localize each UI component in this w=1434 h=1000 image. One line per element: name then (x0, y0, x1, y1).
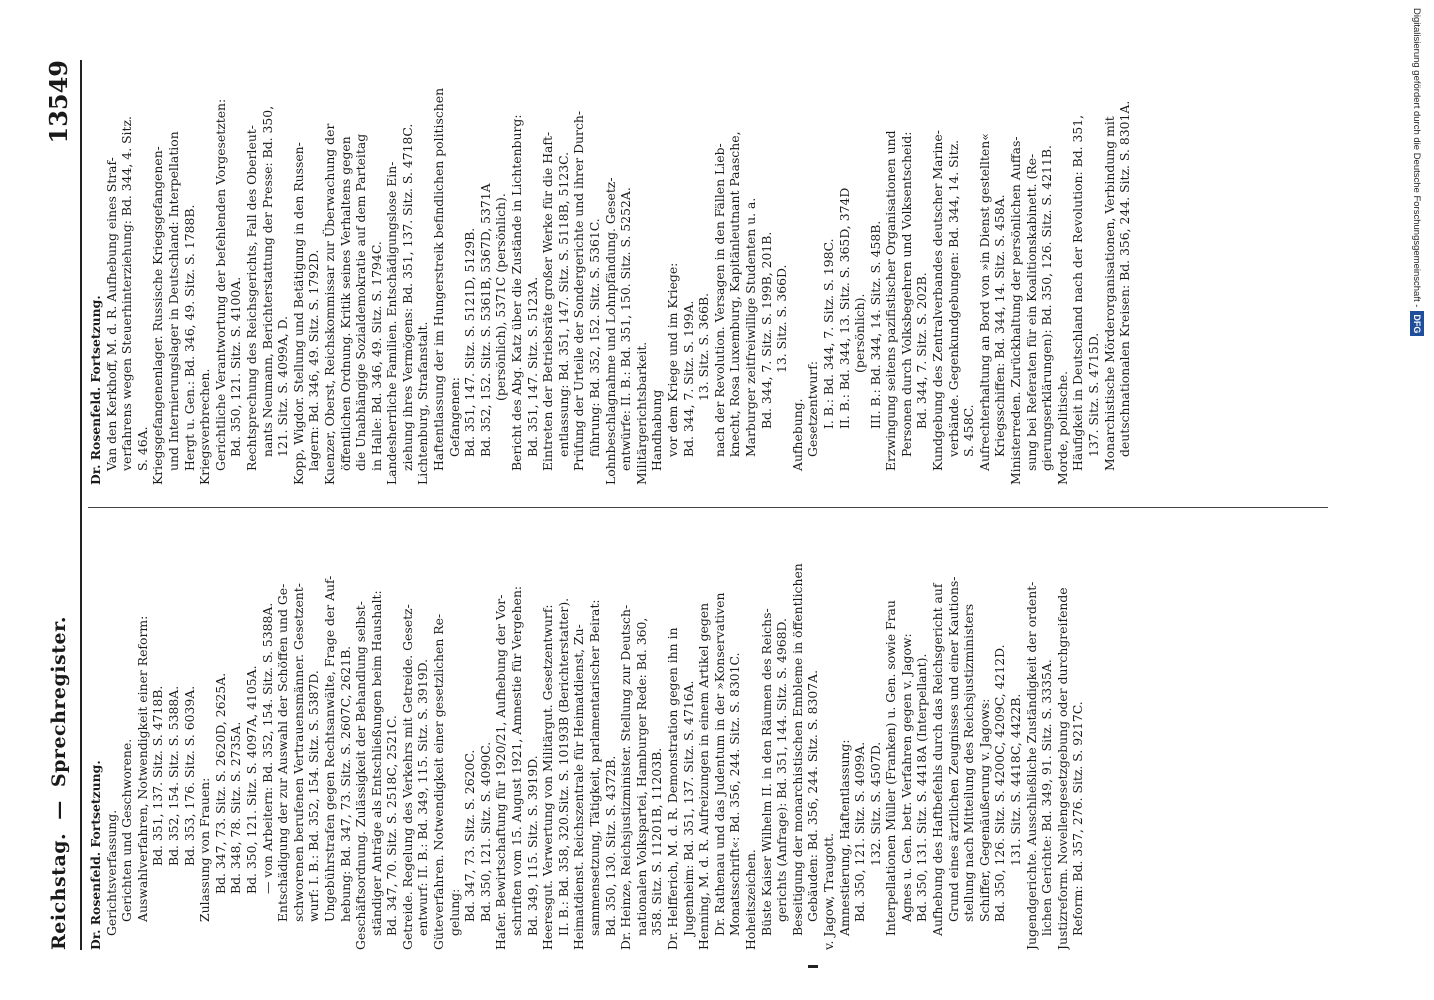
register-entry-line: Aufrechterhaltung an Bord von »in Dienst gestellten« (976, 133, 992, 471)
register-entry-line: ziehung ihres Vermögens: Bd. 351, 137. Sitz. S. 4718C. (399, 123, 415, 471)
register-entry-heading: Dr. Helfferich, M. d. R. Demonstration gegen ihn in (664, 627, 680, 950)
register-entry-heading: Heimatdienst. Reichszentrale für Heimatdienst, Zu- (571, 624, 587, 950)
register-entry-heading: Dr. Rosenfeld. Fortsetzung. (88, 295, 103, 485)
register-entry-line: Entschädigung der zur Auswahl der Schöffen und Ge- (275, 583, 291, 922)
register-entry-line: Bd. 352, 152. Sitz. S. 5361B, 5367D, 5371A (477, 183, 493, 457)
register-entry-line: Aufhebung des Haftbefehls durch das Reichsgericht auf (930, 583, 946, 936)
margin-mark (808, 965, 818, 968)
register-entry-line: Beseitigung der monarchistischen Embleme in öffentlichen (789, 563, 805, 936)
digitization-note (1408, 8, 1428, 992)
register-entry-heading: Güteverfahren. Notwendigkeit einer gesetzlichen Re- (431, 613, 447, 950)
register-entry-line: Bd. 350, 130. Sitz. S. 4372B. (602, 755, 618, 936)
page-header (40, 60, 82, 950)
register-entry-line: Erzwingung seitens pazifistischer Organisationen und (883, 130, 899, 471)
page-number: 13549 (44, 60, 73, 144)
register-entry-line: Kriegsschiffen: Bd. 344, 14. Sitz. S. 458A. (992, 194, 1008, 457)
register-entry-line: Amnestierung, Haftentlassung: (836, 739, 852, 936)
register-entry-line: Gerichtsverfassung. (103, 809, 119, 936)
register-entry-line: 13. Sitz. S. 366B. (696, 292, 712, 401)
register-entry-line: I. B.: Bd. 344, 7. Sitz. S. 198C. (820, 238, 836, 429)
register-entry-line: Bd. 347, 73. Sitz. S. 2620D, 2625A. (212, 672, 228, 894)
register-entry-line: Haftentlassung der im Hungerstreik befindlichen politischen (431, 87, 447, 471)
register-entry-line: Bericht des Abg. Katz über die Zustände in Lichtenburg: (509, 114, 525, 471)
register-entry-line: verbände. Gegenkundgebungen: Bd. 344, 14. Sitz. (945, 139, 961, 457)
register-entry-line: ständiger Anträge als Entschließungen beim Haushalt: (368, 590, 384, 936)
register-entry-line: Grund eines ärztlichen Zeugnisses und einer Kautions- (945, 576, 961, 922)
running-title-register: Sprechregister. (48, 616, 70, 788)
register-entry-line: entwurf: II. B.: Bd. 349, 115. Sitz. S. 3919D. (415, 658, 431, 936)
register-entry-line: Bd. 351, 147. Sitz. S. 5121D, 5129B. (462, 227, 478, 457)
register-entry-line: Bd. 347, 70. Sitz. S. 2518C, 2521C. (384, 715, 400, 936)
register-entry-line: knecht, Rosa Luxemburg, Kapitänleutnant Paasche, (727, 131, 743, 457)
register-entry-line: 13. Sitz. S. 366D. (774, 264, 790, 373)
register-entry-line: Dr. Rathenau und das Judentum in der »Konservativen (711, 592, 727, 936)
running-title (48, 610, 70, 950)
register-entry-heading: Kriegsgefangenenlager. Russische Kriegsgefangenen- (150, 146, 166, 485)
register-entry-line: deutschnationalen Kreisen: Bd. 356, 244. Sitz. S. 8301A. (1117, 100, 1133, 457)
register-entry-line: vor dem Kriege und im Kriege: (664, 262, 680, 457)
register-entry-heading: Heeresgut. Verwertung von Militärgut. Gesetzentwurf: (540, 604, 556, 950)
register-entry-line: gerichts (Anfrage): Bd. 351, 144. Sitz. S. 4968D. (774, 618, 790, 922)
register-entry-line: Gerichtliche Verantwortung der befehlenden Vorgesetzten: (212, 98, 228, 471)
register-entry-heading: Justizreform. Novellengesetzgebung oder durchgreifende (1054, 587, 1070, 950)
register-entry-line: sung bei Referaten für ein Koalitionskabinett. (Re- (1023, 153, 1039, 471)
register-entry-heading: Henning, M. d. R. Aufreizungen in einem Artikel gegen (696, 602, 712, 950)
register-entry-heading: Militärgerichtsbarkeit. (633, 341, 649, 485)
register-entry-line: sammensetzung, Tätigkeit, parlamentarischer Beirat: (587, 599, 602, 936)
register-columns (88, 60, 1328, 950)
register-entry-line: stellung nach Mitteilung des Reichsjustizministers (961, 603, 977, 922)
register-entry-line: Bd. 350, 121. Sitz. S. 4097A, 4105A. (243, 665, 259, 894)
register-entry-line: öffentlichen Ordnung. Kritik seines Verhaltens gegen (337, 136, 353, 471)
register-entry-line: Bd. 344, 7. Sitz. S. 199B, 201B. (758, 231, 774, 429)
register-entry-line: Monarchistische Mörderorganisationen, Verbindung mit (1101, 116, 1117, 471)
register-entry-line: Bd. 351, 137. Sitz. S. 4718B. (150, 685, 166, 866)
register-entry-heading: Landesherrliche Familien. Entschädigungslose Ein- (384, 161, 400, 485)
register-entry-line: Gesetzentwurf: (805, 361, 821, 457)
register-entry-line: Interpellationen Müller (Franken) u. Gen. sowie Frau (883, 600, 899, 936)
register-entry-heading: Kriegsverbrechen. (197, 368, 213, 485)
register-entry-heading: Geschäftsordnung. Zulässigkeit der Behandlung selbst- (353, 601, 369, 950)
dfg-logo: DFG (1410, 311, 1424, 336)
register-entry-heading: Kopp, Wigdor. Stellung und Betätigung in den Russen- (290, 142, 306, 485)
register-entry-line: II. B.: Bd. 358, 320.Sitz. S. 10193B (Berichterstatter). (555, 597, 571, 936)
register-entry-line: nants Neumann, Berichterstattung der Presse: Bd. 350, (259, 105, 275, 457)
register-entry-line: schriften vom 15. August 1921, Amnestie für Vergehen: (509, 585, 525, 936)
register-entry-heading: Jugendgerichte. Ausschließliche Zuständigkeit der ordent- (1023, 581, 1039, 950)
register-entry-line: Bd. 350, 131. Sitz. S. 4418A (Interpellant). (914, 653, 930, 922)
register-entry-line: entlassung: Bd. 351, 147. Sitz. S. 5118B, 5123C. (555, 151, 571, 457)
register-entry-line: 132. Sitz. S. 4507D. (867, 741, 883, 866)
register-entry-line: schworenen berufenen Vertrauensmänner. Gesetzent- (290, 583, 306, 922)
register-entry-heading: Dr. Rosenfeld. Fortsetzung. (88, 760, 103, 950)
register-entry-heading: Morde, politische. (1054, 370, 1070, 485)
register-entry-line: Rechtsprechung des Reichsgerichts, Fall des Oberleut- (243, 125, 259, 471)
register-entry-heading: Hafer. Bewirtschaftung für 1920/21, Aufhebung der Vor- (493, 594, 509, 950)
register-entry-line: Handhabung (649, 389, 665, 471)
register-entry-line: S. 458C. (961, 404, 977, 457)
register-entry-line: lagern: Bd. 346, 49. Sitz. S. 1792D. (306, 249, 322, 471)
register-entry-line: Bd. 344, 7. Sitz. S. 202B. (914, 272, 930, 429)
register-entry-heading: Lichtenburg, Strafanstalt. (415, 321, 431, 485)
register-entry-heading: Lohnbeschlagnahme und Lohnpfändung. Gesetz- (602, 177, 618, 485)
register-entry-line: Monatsschrift«: Bd. 356, 244. Sitz. S. 8301C. (727, 652, 743, 936)
running-title-dash: — (48, 800, 70, 820)
register-entry-line: Jugenheim: Bd. 351, 137. Sitz. S. 4716A. (680, 680, 696, 936)
register-entry-line: Van den Kerkhoff, M. d. R. Aufhebung eines Straf- (103, 157, 119, 471)
register-entry-line: in Halle: Bd. 346, 49. Sitz. S. 1794C. (368, 241, 384, 471)
register-entry-line: (persönlich), 5371C (persönlich). (493, 193, 509, 401)
register-entry-line: Gefangenen: (446, 377, 462, 457)
register-entry-line: Personen durch Volksbegehren und Volksentscheid: (898, 131, 914, 457)
register-entry-line: 131. Sitz. S. 4418C, 4422B. (1008, 693, 1024, 866)
register-entry-line: Marburger zeitfreiwillige Studenten u. a. (742, 197, 758, 457)
funding-text: Digitalisierung gefördert durch die Deutsche Forschungsgemeinschaft - (1411, 8, 1422, 308)
register-entry-line: Gebäuden: Bd. 356, 244. Sitz. S. 8307A. (805, 669, 821, 922)
register-entry-heading: Kuenzer, Oberst, Reichskommissar zur Überwachung der (321, 123, 337, 485)
register-entry-line: Eintreten der Betriebsräte großer Werke für die Haft- (540, 131, 556, 471)
register-entry-line: Hergt u. Gen.: Bd. 346, 49. Sitz. S. 1788B. (181, 204, 197, 471)
register-entry-heading: v. Jagow, Traugott. (820, 832, 836, 950)
register-entry-line: Bd. 350, 126. Sitz. S. 4200C, 4209C, 4212D. (992, 644, 1008, 922)
register-entry-line: Gerichten und Geschworene. (119, 738, 135, 922)
register-entry-line: führung: Bd. 352, 152. Sitz. S. 5361C. (587, 218, 602, 457)
register-entry-line: Bd. 350, 121. Sitz. S. 4090C. (477, 741, 493, 922)
running-title-reichstag: Reichstag. (48, 832, 70, 950)
register-entry-line: Bd. 348, 78. Sitz. S. 2735A. (228, 721, 244, 894)
register-entry-line: 137. Sitz. S. 4715D. (1086, 332, 1101, 457)
register-entry-line: Agnes u. Gen. betr. Verfahren gegen v. Jagow: (898, 633, 914, 922)
register-entry-line: (persönlich). (852, 293, 868, 373)
register-entry-line: 121. Sitz. S. 4099A, D. (275, 315, 291, 457)
register-entry-line: Ungebührstrafen gegen Rechtsanwälte, Frage der Auf- (321, 575, 337, 922)
register-entry-line: Bd. 349, 115. Sitz. S. 3919D. (524, 755, 540, 936)
register-entry-line: III. B.: Bd. 344, 14. Sitz. S. 458B. (867, 220, 883, 429)
register-entry-line: gierungserklärungen): Bd. 350, 126. Sitz. S. 4211B. (1039, 145, 1055, 471)
register-entry-line: Bd. 350, 121. Sitz. S. 4099A. (852, 741, 868, 922)
register-entry-line: entwürfe: II. B.: Bd. 351, 150. Sitz. S. 5252A. (618, 187, 634, 471)
register-entry-line: Bd. 350, 121. Sitz. S. 4100A. (228, 276, 244, 457)
register-entry-line: Bd. 347, 73. Sitz. S. 2620C. (462, 749, 478, 922)
register-entry-line: Zulassung von Frauen: (197, 777, 213, 922)
register-entry-line: 358. Sitz. S. 11201B, 11203B. (649, 747, 665, 936)
left-column (88, 525, 1328, 950)
register-entry-line: Reform: Bd. 357, 276. Sitz. S. 9217C. (1070, 701, 1086, 936)
register-entry-line: Prüfung der Urteile der Sondergerichte und ihrer Durch- (571, 110, 587, 471)
register-entry-line: Büste Kaiser Wilhelm II. in den Räumen des Reichs- (758, 608, 774, 936)
column-divider (88, 507, 1328, 508)
register-entry-line: Aufhebung. (789, 398, 805, 471)
register-entry-line: nationalen Volkspartei, Hamburger Rede: Bd. 360, (633, 617, 649, 936)
register-entry-line: S. 46A. (134, 426, 150, 471)
register-entry-line: wurf: I. B.: Bd. 352, 154. Sitz. S. 5387D. (306, 670, 322, 922)
register-entry-line: Kundgebung des Zentralverbandes deutscher Marine- (930, 130, 946, 471)
register-entry-heading: Ministerreden. Zurückhaltung der persönlichen Auffas- (1008, 136, 1024, 485)
register-entry-line: — von Arbeitern: Bd. 352, 154. Sitz. S. 5388A. (259, 602, 275, 894)
register-entry-line: Schiffer, Gegenäußerung v. Jagows: (976, 698, 992, 922)
register-entry-heading: Dr. Heinze, Reichsjustizminister. Stellung zur Deutsch- (618, 604, 634, 950)
register-entry-line: und Internierungslager in Deutschland: Interpellation (165, 131, 181, 471)
register-entry-line: gelung: (446, 888, 462, 936)
register-entry-line: nach der Revolution. Versagen in den Fällen Lieb- (711, 143, 727, 457)
register-entry-line: lichen Gerichte: Bd. 349, 91. Sitz. S. 3335A. (1039, 659, 1055, 936)
right-column (88, 60, 1328, 485)
register-entry-line: Bd. 353, 176. Sitz. S. 6039A. (181, 685, 197, 866)
register-entry-line: Bd. 351, 147. Sitz. S. 5123A. (524, 276, 540, 457)
digitization-note-text (1406, 8, 1426, 992)
register-entry-line: Auswahlverfahren, Notwendigkeit einer Reform: (134, 615, 150, 922)
register-entry-line: Häufigkeit in Deutschland nach der Revolution: Bd. 351, (1070, 114, 1086, 471)
register-entry-line: die Unabhängige Sozialdemokratie auf dem Parteitag (353, 133, 369, 471)
register-entry-heading: Getreide. Regelung des Verkehrs mit Getreide. Gesetz- (399, 604, 415, 950)
register-entry-line: Bd. 352, 154. Sitz. S. 5388A. (165, 685, 181, 866)
register-entry-line: II. B.: Bd. 344, 13. Sitz. S. 365D, 374D (836, 187, 852, 429)
register-entry-line: Bd. 344, 7. Sitz. S. 199A. (680, 300, 696, 457)
register-entry-line: verfahrens wegen Steuerhinterziehung: Bd. 344, 4. Sitz. (119, 116, 135, 471)
register-entry-heading: Hoheitszeichen. (742, 849, 758, 950)
register-entry-line: hebung: Bd. 347, 73. Sitz. S. 2607C, 2621B. (337, 645, 353, 922)
